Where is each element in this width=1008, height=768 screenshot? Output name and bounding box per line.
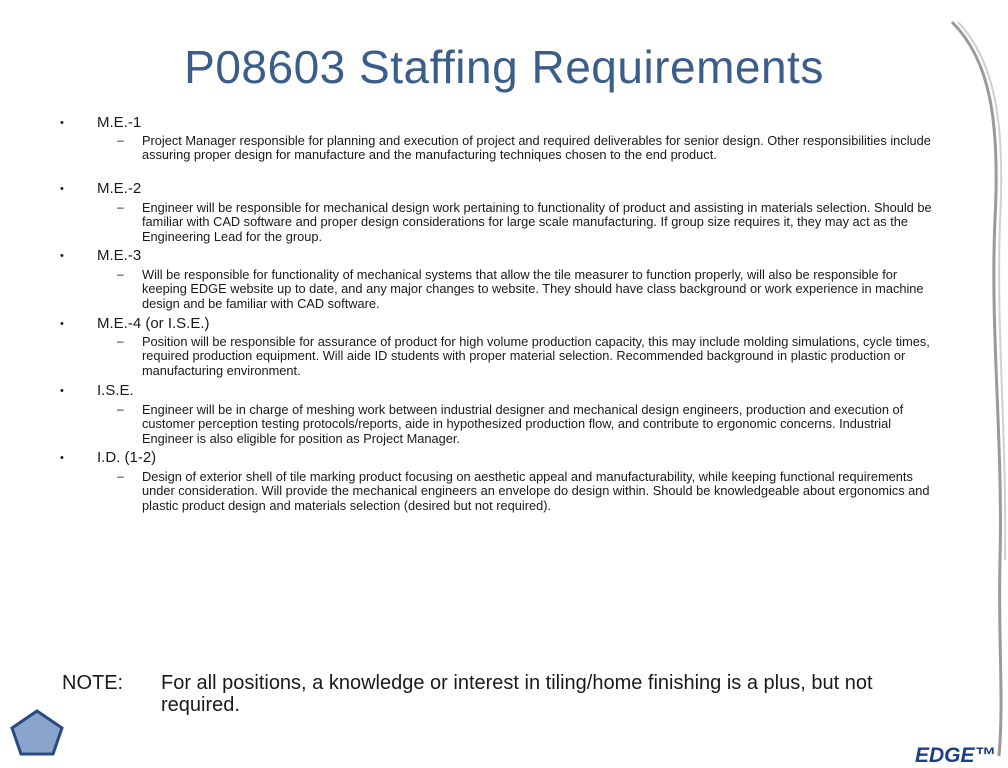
role-description: Engineer will be in charge of meshing work between industrial designer and mechanical design engineers, production and execution of customer perception testing protocols/reports, aide in hypothesized production flow, and contribute to ergonomic concerns. Industrial Engineer is also eligible for position as Project Manager. (142, 402, 904, 446)
dash-icon: – (117, 402, 124, 416)
role-description: Will be responsible for functionality of mechanical systems that allow the tile measurer to function properly, will also be responsible for keeping EDGE website up to date, and any major changes to website. They should have class background or work experience in machine design and be familiar with CAD software. (142, 267, 924, 311)
role-description: Project Manager responsible for planning and execution of project and required deliverables for senior design. Other responsibilities include assuring proper design for manufacture and the manufacturing techniques chosen to the end product. (142, 133, 931, 163)
role-name: M.E.-4 (or I.S.E.) (97, 315, 210, 332)
role-name: M.E.-2 (97, 180, 142, 197)
role-description: Position will be responsible for assurance of product for high volume production capacity, this may include molding simulations, cycle times, required production equipment. Will aide ID students with proper material selection. Recommended background in plastic production or manufacturing environment. (142, 334, 930, 378)
role-description: Design of exterior shell of tile marking product focusing on aesthetic appeal and manufacturability, while keeping functional requirements under consideration. Will provide the mechanical engineers an envelope do design within. Should be knowledgeable about ergonomics and plastic product design and materials selection (desired but not required). (142, 469, 930, 513)
role-name: I.D. (1-2) (97, 449, 157, 466)
dash-icon: – (117, 267, 124, 281)
bullet-icon: • (60, 318, 64, 330)
edge-logo: EDGE™ (915, 744, 996, 767)
bullet-icon: • (60, 117, 64, 129)
slide-title: P08603 Staffing Requirements (184, 41, 824, 93)
dash-icon: – (117, 200, 124, 214)
note-text: For all positions, a knowledge or interest in tiling/home finishing is a plus, but not required. (161, 672, 873, 716)
bullet-icon: • (60, 250, 64, 262)
dash-icon: – (117, 133, 124, 147)
dash-icon: – (117, 334, 124, 348)
role-name: M.E.-3 (97, 247, 142, 264)
bullet-icon: • (60, 183, 64, 195)
role-description: Engineer will be responsible for mechanical design work pertaining to functionality of product and assisting in materials selection. Should be familiar with CAD software and proper design considerations for large scale manufacturing. If group size requires it, they may act as the Engineering Lead for the group. (142, 200, 932, 244)
dash-icon: – (117, 469, 124, 483)
bullet-icon: • (60, 452, 64, 464)
bullet-icon: • (60, 385, 64, 397)
role-name: I.S.E. (97, 382, 134, 399)
note-label: NOTE: (62, 672, 124, 694)
role-name: M.E.-1 (97, 114, 142, 131)
